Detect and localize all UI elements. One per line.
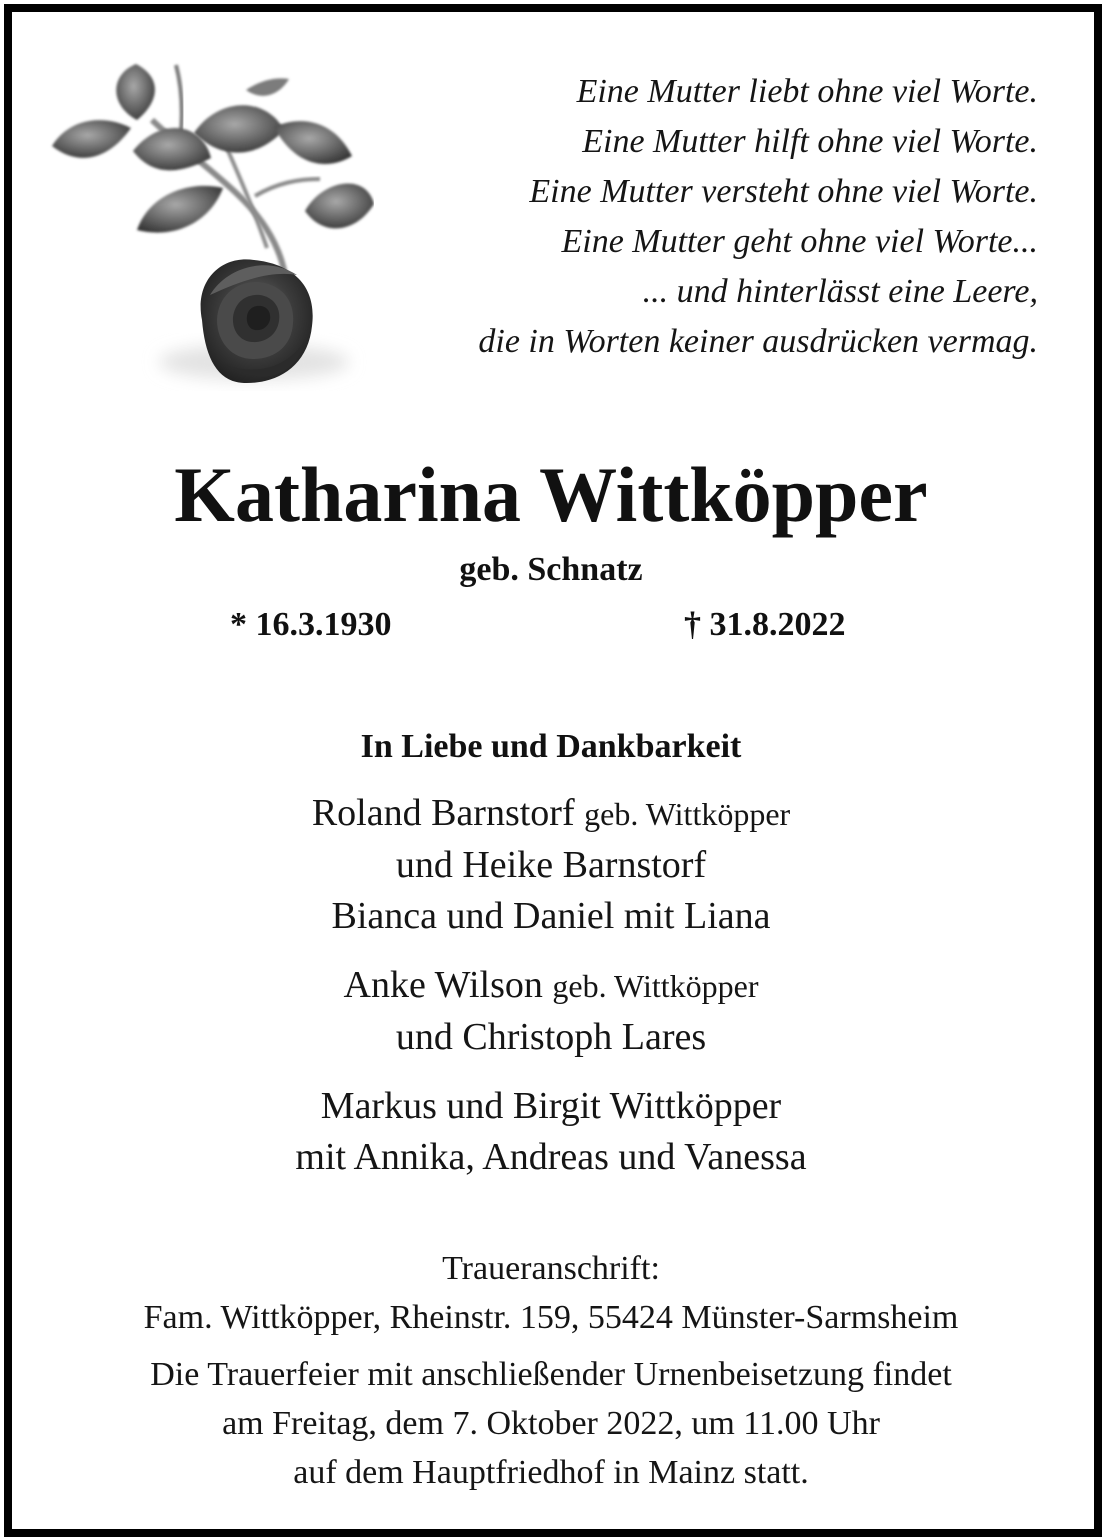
mourners-list	[0, 788, 1102, 1201]
mourner-line	[0, 960, 1102, 1012]
mourning-heading: In Liebe und Dankbarkeit	[360, 728, 742, 765]
address: Fam. Wittköpper, Rheinstr. 159, 55424 Münster-Sarmsheim	[143, 1299, 959, 1336]
mourner-name: Anke Wilson	[343, 964, 543, 1006]
mourner-group	[0, 1081, 1102, 1183]
death-date: † 31.8.2022	[684, 606, 846, 643]
mourner-name: Roland Barnstorf	[311, 792, 575, 834]
mourner-group	[0, 788, 1102, 942]
deceased-name: Katharina Wittköpper	[174, 451, 928, 538]
mourner-group	[0, 960, 1102, 1063]
poem-line: Eine Mutter versteht ohne viel Worte.	[529, 173, 1038, 210]
poem-line: die in Worten keiner ausdrücken vermag.	[478, 323, 1038, 360]
address-label: Traueranschrift:	[442, 1250, 660, 1287]
poem-line: Eine Mutter hilft ohne viel Worte.	[582, 123, 1038, 160]
service-line: Die Trauerfeier mit anschließender Urnenbeisetzung findet	[150, 1356, 952, 1393]
poem-line: Eine Mutter liebt ohne viel Worte.	[576, 73, 1038, 110]
footer-spacer	[0, 1342, 1102, 1350]
service-line: am Freitag, dem 7. Oktober 2022, um 11.00 Uhr	[222, 1405, 880, 1442]
poem-line: Eine Mutter geht ohne viel Worte...	[561, 223, 1038, 260]
footer-info	[0, 1244, 1102, 1497]
mourner-maiden-note: geb. Wittköpper	[552, 968, 759, 1004]
mourner-line: und Heike Barnstorf	[395, 844, 707, 886]
mourner-maiden-note: geb. Wittköpper	[584, 796, 791, 832]
mourner-line: Bianca und Daniel mit Liana	[331, 895, 771, 937]
poem	[318, 67, 1038, 367]
service-line: auf dem Hauptfriedhof in Mainz statt.	[293, 1454, 809, 1491]
mourner-line	[0, 788, 1102, 840]
maiden-name: geb. Schnatz	[459, 551, 643, 588]
poem-line: ... und hinterlässt eine Leere,	[642, 273, 1038, 310]
birth-date: * 16.3.1930	[230, 606, 392, 643]
mourner-line: Markus und Birgit Wittköpper	[320, 1085, 782, 1127]
mourner-line: und Christoph Lares	[395, 1016, 707, 1058]
mourner-line: mit Annika, Andreas und Vanessa	[295, 1136, 807, 1178]
